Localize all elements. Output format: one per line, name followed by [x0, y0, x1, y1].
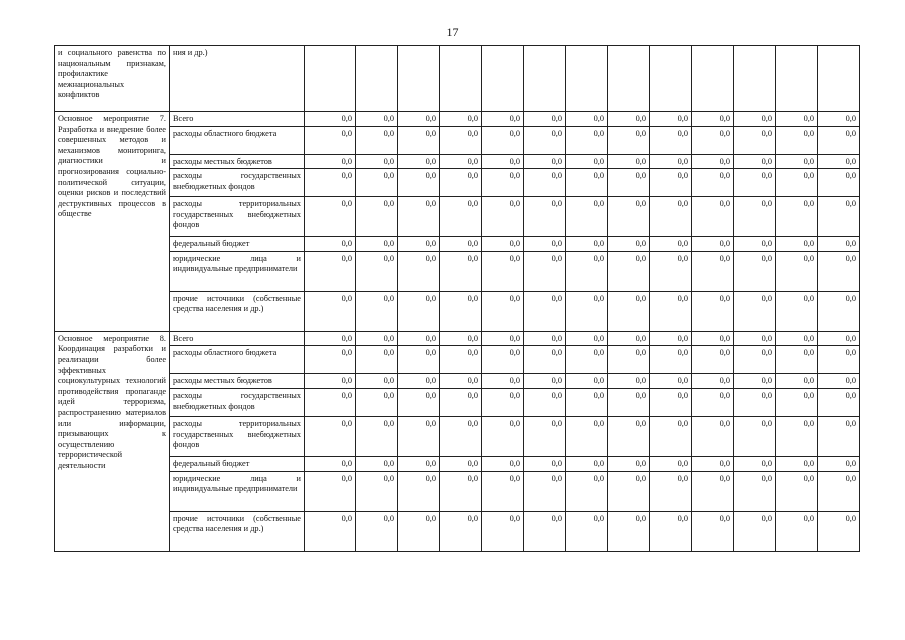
value-cell: 0,0 — [776, 154, 818, 169]
value-cell-empty — [734, 46, 776, 112]
value-cell: 0,0 — [608, 374, 650, 389]
value-cell: 0,0 — [440, 291, 482, 331]
value-cell: 0,0 — [734, 511, 776, 551]
value-cell: 0,0 — [776, 112, 818, 127]
value-cell: 0,0 — [818, 456, 860, 471]
table-row — [55, 197, 860, 237]
value-cell: 0,0 — [818, 388, 860, 416]
value-cell: 0,0 — [524, 169, 566, 197]
value-cell: 0,0 — [650, 251, 692, 291]
value-cell: 0,0 — [776, 374, 818, 389]
value-cell: 0,0 — [356, 331, 398, 346]
value-cell: 0,0 — [398, 416, 440, 456]
value-cell: 0,0 — [356, 112, 398, 127]
value-cell: 0,0 — [776, 511, 818, 551]
event-description-cell: Основное мероприятие 7. Разработка и внедрение более совершенных методов и механизмов мониторинга, диагностики и прогнозирования социально-политической ситуации, оценки рисков и последствий деструктивных процессов в обществе — [55, 112, 170, 332]
table-row — [55, 126, 860, 154]
value-cell: 0,0 — [818, 169, 860, 197]
table-row-continuation — [55, 46, 860, 112]
value-cell: 0,0 — [398, 237, 440, 252]
value-cell: 0,0 — [524, 251, 566, 291]
value-cell: 0,0 — [650, 511, 692, 551]
value-cell: 0,0 — [305, 346, 356, 374]
table-row — [55, 511, 860, 551]
value-cell: 0,0 — [692, 291, 734, 331]
value-cell: 0,0 — [734, 346, 776, 374]
value-cell: 0,0 — [818, 237, 860, 252]
value-cell: 0,0 — [440, 346, 482, 374]
value-cell: 0,0 — [398, 456, 440, 471]
value-cell: 0,0 — [608, 511, 650, 551]
value-cell: 0,0 — [650, 346, 692, 374]
value-cell: 0,0 — [440, 237, 482, 252]
value-cell: 0,0 — [692, 388, 734, 416]
value-cell: 0,0 — [734, 169, 776, 197]
value-cell: 0,0 — [524, 237, 566, 252]
value-cell: 0,0 — [440, 374, 482, 389]
value-cell-empty — [650, 46, 692, 112]
value-cell: 0,0 — [356, 126, 398, 154]
value-cell: 0,0 — [524, 456, 566, 471]
value-cell: 0,0 — [482, 511, 524, 551]
funding-source-cell: прочие источники (собственные средства населения и др.) — [170, 291, 305, 331]
value-cell: 0,0 — [356, 154, 398, 169]
value-cell: 0,0 — [398, 251, 440, 291]
value-cell: 0,0 — [398, 112, 440, 127]
table-row — [55, 237, 860, 252]
value-cell: 0,0 — [566, 471, 608, 511]
value-cell: 0,0 — [566, 237, 608, 252]
value-cell: 0,0 — [305, 471, 356, 511]
value-cell: 0,0 — [692, 126, 734, 154]
value-cell: 0,0 — [305, 126, 356, 154]
value-cell: 0,0 — [305, 456, 356, 471]
value-cell: 0,0 — [692, 197, 734, 237]
table-row — [55, 291, 860, 331]
value-cell: 0,0 — [566, 154, 608, 169]
funding-source-cell: юридические лица и индивидуальные предприниматели — [170, 471, 305, 511]
value-cell: 0,0 — [440, 416, 482, 456]
value-cell: 0,0 — [482, 251, 524, 291]
value-cell: 0,0 — [305, 388, 356, 416]
value-cell: 0,0 — [482, 291, 524, 331]
value-cell: 0,0 — [524, 126, 566, 154]
value-cell: 0,0 — [734, 374, 776, 389]
funding-source-cell: расходы государственных внебюджетных фондов — [170, 388, 305, 416]
value-cell: 0,0 — [566, 346, 608, 374]
value-cell: 0,0 — [818, 471, 860, 511]
value-cell: 0,0 — [482, 126, 524, 154]
value-cell: 0,0 — [356, 471, 398, 511]
table-row — [55, 169, 860, 197]
page-number: 17 — [446, 25, 459, 39]
value-cell: 0,0 — [398, 331, 440, 346]
value-cell: 0,0 — [305, 511, 356, 551]
value-cell: 0,0 — [356, 374, 398, 389]
value-cell: 0,0 — [608, 331, 650, 346]
value-cell: 0,0 — [818, 251, 860, 291]
value-cell: 0,0 — [482, 169, 524, 197]
value-cell: 0,0 — [356, 388, 398, 416]
table-row — [55, 388, 860, 416]
value-cell: 0,0 — [566, 416, 608, 456]
value-cell: 0,0 — [482, 237, 524, 252]
value-cell: 0,0 — [305, 169, 356, 197]
value-cell: 0,0 — [776, 237, 818, 252]
value-cell: 0,0 — [482, 388, 524, 416]
value-cell: 0,0 — [692, 154, 734, 169]
value-cell: 0,0 — [608, 346, 650, 374]
value-cell: 0,0 — [734, 251, 776, 291]
value-cell: 0,0 — [356, 251, 398, 291]
value-cell: 0,0 — [734, 237, 776, 252]
value-cell: 0,0 — [650, 291, 692, 331]
table-row — [55, 456, 860, 471]
value-cell: 0,0 — [650, 126, 692, 154]
value-cell: 0,0 — [356, 291, 398, 331]
value-cell: 0,0 — [734, 456, 776, 471]
value-cell: 0,0 — [776, 331, 818, 346]
value-cell: 0,0 — [398, 291, 440, 331]
funding-source-cell: федеральный бюджет — [170, 456, 305, 471]
value-cell: 0,0 — [566, 456, 608, 471]
value-cell: 0,0 — [482, 456, 524, 471]
value-cell: 0,0 — [692, 374, 734, 389]
value-cell-empty — [566, 46, 608, 112]
value-cell: 0,0 — [440, 331, 482, 346]
value-cell: 0,0 — [524, 471, 566, 511]
value-cell: 0,0 — [566, 374, 608, 389]
value-cell: 0,0 — [440, 112, 482, 127]
value-cell: 0,0 — [398, 154, 440, 169]
value-cell: 0,0 — [482, 471, 524, 511]
value-cell: 0,0 — [440, 197, 482, 237]
value-cell: 0,0 — [776, 126, 818, 154]
value-cell: 0,0 — [305, 291, 356, 331]
value-cell: 0,0 — [356, 511, 398, 551]
value-cell: 0,0 — [818, 331, 860, 346]
value-cell: 0,0 — [776, 416, 818, 456]
value-cell: 0,0 — [356, 197, 398, 237]
value-cell: 0,0 — [482, 154, 524, 169]
funding-source-cell: расходы местных бюджетов — [170, 374, 305, 389]
value-cell: 0,0 — [566, 197, 608, 237]
value-cell: 0,0 — [776, 291, 818, 331]
value-cell: 0,0 — [692, 169, 734, 197]
value-cell: 0,0 — [356, 456, 398, 471]
value-cell: 0,0 — [566, 112, 608, 127]
value-cell: 0,0 — [482, 346, 524, 374]
value-cell: 0,0 — [398, 511, 440, 551]
value-cell: 0,0 — [650, 456, 692, 471]
table-row — [55, 331, 860, 346]
value-cell-empty — [398, 46, 440, 112]
value-cell: 0,0 — [818, 291, 860, 331]
value-cell: 0,0 — [566, 511, 608, 551]
value-cell: 0,0 — [818, 197, 860, 237]
value-cell: 0,0 — [608, 112, 650, 127]
value-cell: 0,0 — [650, 169, 692, 197]
value-cell: 0,0 — [776, 471, 818, 511]
value-cell: 0,0 — [650, 197, 692, 237]
value-cell: 0,0 — [650, 374, 692, 389]
value-cell: 0,0 — [305, 416, 356, 456]
value-cell: 0,0 — [440, 169, 482, 197]
value-cell: 0,0 — [650, 112, 692, 127]
value-cell: 0,0 — [305, 237, 356, 252]
value-cell: 0,0 — [440, 388, 482, 416]
budget-table — [54, 45, 860, 552]
value-cell: 0,0 — [524, 154, 566, 169]
value-cell: 0,0 — [440, 154, 482, 169]
value-cell: 0,0 — [692, 346, 734, 374]
value-cell: 0,0 — [398, 388, 440, 416]
value-cell: 0,0 — [650, 154, 692, 169]
value-cell: 0,0 — [524, 388, 566, 416]
value-cell: 0,0 — [440, 471, 482, 511]
funding-source-cell: расходы территориальных государственных внебюджетных фондов — [170, 197, 305, 237]
value-cell: 0,0 — [398, 346, 440, 374]
value-cell: 0,0 — [305, 251, 356, 291]
value-cell: 0,0 — [566, 291, 608, 331]
value-cell: 0,0 — [818, 346, 860, 374]
value-cell-empty — [305, 46, 356, 112]
value-cell: 0,0 — [305, 374, 356, 389]
value-cell: 0,0 — [524, 197, 566, 237]
value-cell: 0,0 — [818, 416, 860, 456]
value-cell: 0,0 — [566, 126, 608, 154]
funding-source-cell: прочие источники (собственные средства населения и др.) — [170, 511, 305, 551]
value-cell: 0,0 — [608, 126, 650, 154]
value-cell-empty — [524, 46, 566, 112]
table-row — [55, 346, 860, 374]
value-cell: 0,0 — [524, 511, 566, 551]
funding-source-cell: юридические лица и индивидуальные предприниматели — [170, 251, 305, 291]
value-cell: 0,0 — [482, 374, 524, 389]
funding-source-cell: расходы территориальных государственных внебюджетных фондов — [170, 416, 305, 456]
value-cell: 0,0 — [608, 197, 650, 237]
value-cell: 0,0 — [356, 237, 398, 252]
value-cell: 0,0 — [524, 416, 566, 456]
event-description-cell: и социального равенства по национальным признакам, профилактике межнациональных конфликтов — [55, 46, 170, 112]
value-cell: 0,0 — [734, 126, 776, 154]
funding-source-cell: ния и др.) — [170, 46, 305, 112]
value-cell: 0,0 — [305, 197, 356, 237]
value-cell: 0,0 — [440, 126, 482, 154]
value-cell: 0,0 — [305, 154, 356, 169]
value-cell: 0,0 — [566, 331, 608, 346]
value-cell-empty — [818, 46, 860, 112]
value-cell: 0,0 — [356, 416, 398, 456]
value-cell: 0,0 — [524, 374, 566, 389]
value-cell: 0,0 — [608, 169, 650, 197]
value-cell: 0,0 — [734, 471, 776, 511]
funding-source-cell: расходы государственных внебюджетных фондов — [170, 169, 305, 197]
value-cell: 0,0 — [692, 471, 734, 511]
value-cell: 0,0 — [524, 346, 566, 374]
value-cell: 0,0 — [692, 237, 734, 252]
value-cell: 0,0 — [734, 331, 776, 346]
value-cell-empty — [692, 46, 734, 112]
value-cell: 0,0 — [818, 374, 860, 389]
table-row — [55, 112, 860, 127]
value-cell: 0,0 — [818, 112, 860, 127]
value-cell-empty — [776, 46, 818, 112]
funding-source-cell: Всего — [170, 331, 305, 346]
value-cell: 0,0 — [482, 416, 524, 456]
value-cell: 0,0 — [566, 251, 608, 291]
value-cell: 0,0 — [566, 169, 608, 197]
value-cell: 0,0 — [524, 331, 566, 346]
value-cell-empty — [608, 46, 650, 112]
value-cell: 0,0 — [692, 112, 734, 127]
value-cell: 0,0 — [305, 331, 356, 346]
event-description-cell: Основное мероприятие 8. Координация разработки и реализации более эффективных социокультурных технологий противодействия пропаганде идей терроризма, распространению материалов или информации, призывающих к осуществлению террористической деятельности — [55, 331, 170, 551]
value-cell: 0,0 — [356, 169, 398, 197]
value-cell: 0,0 — [776, 251, 818, 291]
value-cell: 0,0 — [398, 126, 440, 154]
funding-source-cell: расходы областного бюджета — [170, 346, 305, 374]
value-cell-empty — [356, 46, 398, 112]
table-row — [55, 416, 860, 456]
value-cell: 0,0 — [734, 112, 776, 127]
value-cell: 0,0 — [398, 471, 440, 511]
value-cell: 0,0 — [398, 374, 440, 389]
value-cell: 0,0 — [524, 112, 566, 127]
value-cell: 0,0 — [524, 291, 566, 331]
value-cell: 0,0 — [608, 456, 650, 471]
funding-source-cell: федеральный бюджет — [170, 237, 305, 252]
table-row — [55, 374, 860, 389]
value-cell: 0,0 — [566, 388, 608, 416]
value-cell: 0,0 — [692, 331, 734, 346]
value-cell: 0,0 — [650, 388, 692, 416]
value-cell: 0,0 — [650, 471, 692, 511]
value-cell: 0,0 — [734, 388, 776, 416]
value-cell: 0,0 — [440, 511, 482, 551]
value-cell: 0,0 — [398, 169, 440, 197]
funding-source-cell: расходы местных бюджетов — [170, 154, 305, 169]
value-cell: 0,0 — [608, 251, 650, 291]
value-cell: 0,0 — [692, 511, 734, 551]
value-cell: 0,0 — [650, 331, 692, 346]
table-row — [55, 251, 860, 291]
value-cell: 0,0 — [776, 456, 818, 471]
value-cell: 0,0 — [305, 112, 356, 127]
value-cell-empty — [482, 46, 524, 112]
value-cell: 0,0 — [734, 416, 776, 456]
value-cell: 0,0 — [440, 456, 482, 471]
value-cell: 0,0 — [608, 154, 650, 169]
value-cell: 0,0 — [818, 511, 860, 551]
value-cell: 0,0 — [482, 197, 524, 237]
value-cell: 0,0 — [818, 126, 860, 154]
value-cell: 0,0 — [650, 416, 692, 456]
value-cell: 0,0 — [776, 388, 818, 416]
value-cell: 0,0 — [608, 291, 650, 331]
value-cell: 0,0 — [734, 197, 776, 237]
value-cell: 0,0 — [608, 388, 650, 416]
value-cell: 0,0 — [440, 251, 482, 291]
value-cell: 0,0 — [776, 197, 818, 237]
funding-source-cell: Всего — [170, 112, 305, 127]
value-cell: 0,0 — [734, 154, 776, 169]
value-cell: 0,0 — [776, 169, 818, 197]
value-cell: 0,0 — [818, 154, 860, 169]
value-cell-empty — [440, 46, 482, 112]
table-row — [55, 471, 860, 511]
value-cell: 0,0 — [734, 291, 776, 331]
value-cell: 0,0 — [776, 346, 818, 374]
funding-source-cell: расходы областного бюджета — [170, 126, 305, 154]
value-cell: 0,0 — [692, 456, 734, 471]
value-cell: 0,0 — [608, 416, 650, 456]
value-cell: 0,0 — [692, 416, 734, 456]
value-cell: 0,0 — [608, 237, 650, 252]
value-cell: 0,0 — [398, 197, 440, 237]
value-cell: 0,0 — [650, 237, 692, 252]
value-cell: 0,0 — [482, 331, 524, 346]
value-cell: 0,0 — [482, 112, 524, 127]
value-cell: 0,0 — [356, 346, 398, 374]
table-row — [55, 154, 860, 169]
value-cell: 0,0 — [608, 471, 650, 511]
value-cell: 0,0 — [692, 251, 734, 291]
